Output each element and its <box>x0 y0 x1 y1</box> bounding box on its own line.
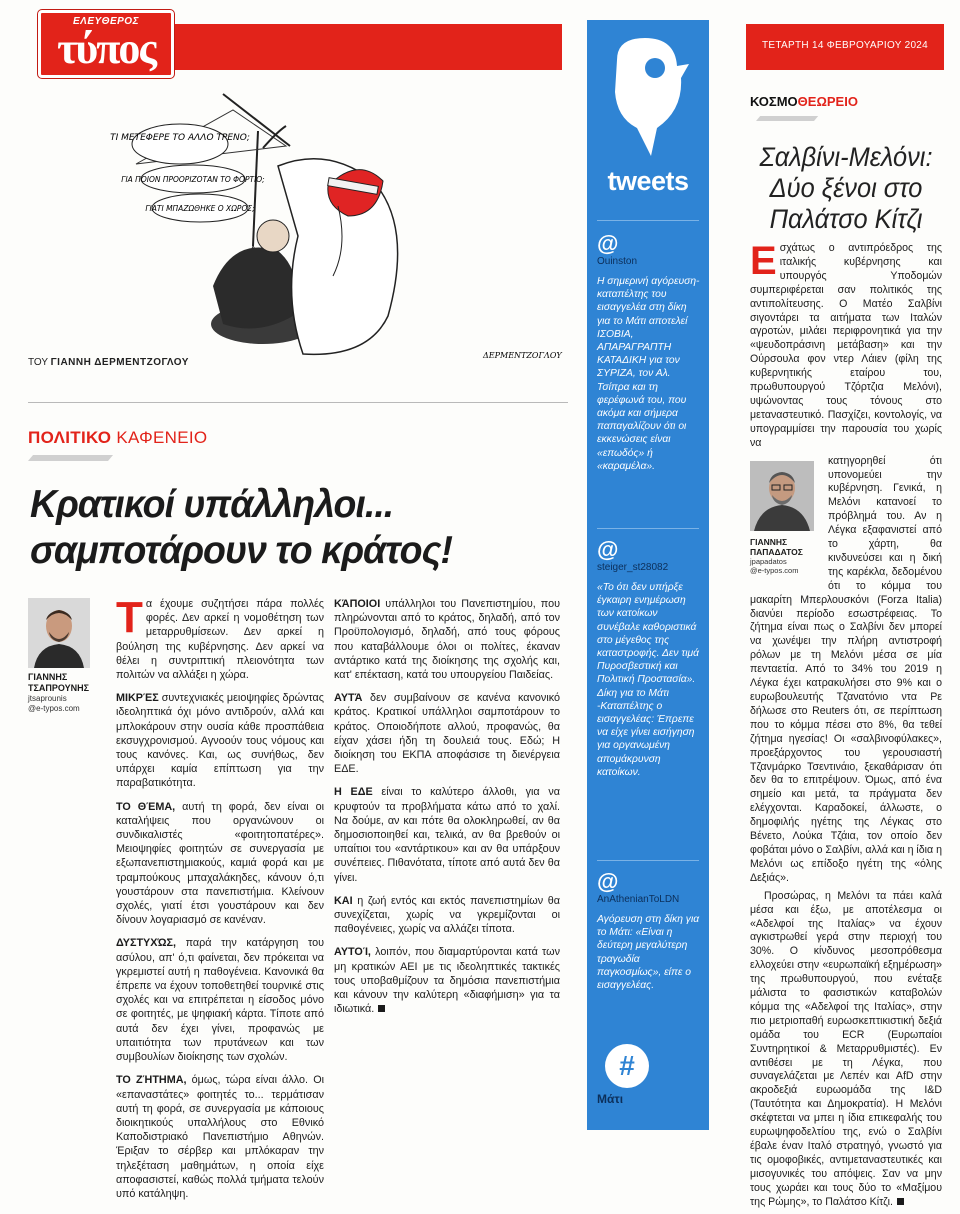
tweet-user: Ouinston <box>597 256 638 267</box>
logo-main: τύπος <box>57 24 155 73</box>
headline-line-1: Κρατικοί υπάλληλοι... <box>30 483 394 526</box>
section-label-part-1: ΚΟΣΜΟ <box>750 94 798 109</box>
section-divider <box>28 402 568 403</box>
article-paragraph: α έχουμε συζητήσει πάρα πολλές φορές. Δεν αρκεί η νομοθέτηση των μεταρρυθμίσεων. Δεν αρκεί η βούληση της κυβέρνησης. Δεν αρκεί να θέλει η συντριπτική πλειονότητα των πολιτών να αλλάξει η χώρα. <box>116 598 324 682</box>
paragraph-lead: ΔΥΣΤΥΧΏΣ, <box>116 937 176 950</box>
article-paragraph: δεν συμβαίνουν σε κανένα κανονικό κράτος. Κρατικοί υπάλληλοι σαμποτάρουν το κράτος. Οποιοδήποτε αλλού, προφανώς, θα είχαν χάσει ήδη τη δουλειά τους. Εδώ; Η διοίκηση του ΕΚΠΑ αποφάσισε τη διενέργεια ΕΔΕ. <box>334 692 560 776</box>
article-paragraph: όμως, τώρα είναι άλλο. Οι «επαναστάτες» φοιτητές το... τερμάτισαν αυτή τη φορά, σε συνεργασία με κάποιους διοικητικούς υπαλλήλους στο Εθνικό Καποδιστριακό Πανεπιστήμιο Αθηνών. Έριξαν το σέρβερ και μπλόκαραν την τηλεξέταση μαθημάτων, η οποία είχε αποφασιστεί, καθώς πολλά τμήματα τελούν υπό κατάληψη. <box>116 1074 324 1200</box>
article-paragraph: παρά την κατάργηση του ασύλου, απ' ό,τι φαίνεται, δεν πρόκειται να γκρεμιστεί αυτή η παθογένεια. Κανονικά θα έπρεπε να έχουν τοποθετηθεί τουρνικέ στις σχολές και να επιτρέπεται η είσοδος μόνο σε φοιτητές, με ψηφιακή κάρτα. Τίποτε από αυτά δεν έχει γίνει, προφανώς με υπαιτιότητα των πρυτάνεων και των συμβουλίων διοίκησης των σχολών. <box>116 937 324 1064</box>
paragraph-lead: ΚΆΠΟΙΟΙ <box>334 598 381 610</box>
article-paragraph: σχάτως ο αντιπρόεδρος της ιταλικής κυβέρνησης και υπουργός Υποδομών συμπεριφέρεται σαν πολιτικός της αντιπολίτευσης. Ο Ματέο Σαλβίνι σιγοντάρει τα αιτήματα των Ιταλών αγροτών, μιλάει περιφρονητικά για την «ψευδοπράσινη μετάβαση» και την Ούρσουλα φον ντερ Λάιεν (φίλη της κυβερνητικής εταίρου του, πρωθυπουργού Τζόρτζια Μελόνι), υψώνοντας τους τόνους στο μεταναστευτικό. Πασχίζει, κοντολογίς, να υπογραμμίσει την παρουσία του χωρίς να <box>750 242 942 449</box>
article-paragraph: υπάλληλοι του Πανεπιστημίου, που πληρώνονται από το κράτος, δηλαδή, από τον Προϋπολογισμό, δηλαδή, από τους φόρους που καταβάλλουμε όλοι οι πολίτες, έκαναν αντάρτικο κατά της διοίκησης της σχολής και, κατ' επέκταση, κατά του υπουργείου Παιδείας. <box>334 598 560 682</box>
paragraph-lead: ΜΙΚΡΈΣ <box>116 692 159 705</box>
article-paragraph: αυτή τη φορά, δεν είναι οι καταλήψεις που οργανώνουν οι συνδικαλιστές «φοιτητοπατέρες». Μειοψηφίες φοιτητών σε συνεργασία με εξωπανεπιστημιακούς, καμιά φορά και με τραμπούκους μπαχαλάκηδες, κάνουν ό,τι γουστάρουν στα πανεπιστήμια. Κλείνουν σχολές, γιατί έτσι γουστάρουν και δεν δίνουν λογαριασμό σε κανέναν. <box>116 800 325 927</box>
article-paragraph: λοιπόν, που διαμαρτύρονται κατά των μη κρατικών ΑΕΙ με τις ιδεοληπτικές τακτικές τους υποβαθμίζουν τα δημόσια πανεπιστήμια και κάνουν την καλύτερη «διαφήμιση» για τα ιδιωτικά. <box>334 946 560 1016</box>
tweet-separator <box>597 528 699 529</box>
political-cartoon <box>28 86 560 368</box>
column-label-strong: ΠΟΛΙΤΙΚΟ <box>28 428 112 447</box>
right-article-body <box>750 239 942 1214</box>
article-column-2 <box>334 597 560 1025</box>
tweet-text: Η σημερινή αγόρευση-καταπέλτης του εισαγγελέα στη δίκη για το Μάτι αποτελεί ΙΣΟΒΙΑ, ΑΠΑΡΑΓΡΑΠΤΗ ΚΑΤΑΔΙΚΗ για τον ΣΥΡΙΖΑ, τον Αλ. Τσίπρα και τη φερέφωνά του, που ακόμα και σήμερα παπαγαλίζουν ότι οι εκκενώσεις είναι «επωδός» ή «καραμέλα». <box>597 276 700 472</box>
author-site: @e-typos.com <box>28 704 80 713</box>
right-author-handle: jpapadatos <box>750 556 787 566</box>
headline-line-2: σαμποτάρουν το κράτος! <box>30 529 453 572</box>
paragraph-lead: ΑΥΤΟΊ, <box>334 946 371 959</box>
tweet-separator <box>597 860 699 861</box>
paragraph-lead: ΤΟ ΘΈΜΑ, <box>116 800 176 813</box>
tweets-strip <box>587 20 709 1130</box>
tweet-text: «Το ότι δεν υπήρξε έγκαιρη ενημέρωση των κατοίκων συνέβαλε καθοριστικά στο μέγεθος της καταστροφής. Δεν τιμά Πυροσβεστική και Πολιτική Προστασία». Δίκη για το Μάτι -Καταπέλτης ο εισαγγελέας: Έπρεπε να είχε γίνει εισήγηση για οργανωμένη απομάκρυνση κατοίκων. <box>597 582 700 778</box>
tweet-user: AnAthenianToLDN <box>597 894 680 905</box>
at-icon: @ <box>597 537 619 562</box>
paragraph-lead: ΤΟ ΖΉΤΗΜΑ, <box>116 1074 187 1087</box>
cartoon-byline <box>28 357 189 368</box>
byline-name: ΓΙΑΝΝΗ ΔΕΡΜΕΝΤΖΟΓΛΟΥ <box>50 357 189 368</box>
at-icon: @ <box>597 231 619 256</box>
right-author-name <box>750 537 822 557</box>
column-label <box>28 428 207 448</box>
author-box <box>28 598 98 714</box>
tweets-title: tweets <box>607 166 689 196</box>
section-label-part-2: ΘΕΩΡΕΙΟ <box>797 94 858 109</box>
tweet-item <box>597 538 701 779</box>
cartoon-bubble-1: ΤΙ ΜΕΤΕΦΕΡΕ ΤΟ ΑΛΛΟ ΤΡΕΝΟ; <box>110 133 250 143</box>
right-author-photo <box>750 461 814 531</box>
cartoon-bubble-3: ΓΙΑΤΙ ΜΠΑΖΩΘΗΚΕ Ο ΧΩΡΟΣ; <box>145 204 255 213</box>
issue-date: ΤΕΤΑΡΤΗ 14 ΦΕΒΡΟΥΑΡΙΟΥ 2024 <box>761 40 929 51</box>
right-author-last-name: ΠΑΠΑΔΑΤΟΣ <box>750 546 803 557</box>
column-label-light: ΚΑΦΕΝΕΙΟ <box>116 428 208 447</box>
author-photo <box>28 598 90 668</box>
author-last-name: ΤΣΑΠΡΟΥΝΗΣ <box>28 683 90 693</box>
tweet-user: steiger_st28082 <box>597 562 669 573</box>
tweet-item <box>597 232 701 473</box>
article-paragraph: Προσώρας, η Μελόνι τα πάει καλά μέσα και έξω, με αποτέλεσμα οι «Αδελφοί της Ιταλίας» να έχουν αγκιστρωθεί γερά στην περιοχή του 30%. Ο κίνδυνος μεσοπρόθεσμα ελλοχεύει στην «ευρωπαϊκή εξημέρωση» της πρωθυπουργού, που ενέταξε μάλιστα το φασιστικών καταβολών κόμμα της «Αδελφοί της Ιταλίας», στην πιο μετριοπαθή ευρωσκεπτικιστική δεξιά ομάδα του ECR (Ευρωπαίοι Συντηρητικοί & Μεταρρυθμιστές). Εν αντιθέσει με τη Λέγκα, που συναγελάζεται με Λεπέν και AfD στην ακροδεξιά ευρωομάδα της I&D (Ταυτότητα και Δημοκρατία). Η Μελόνι σκέφτεται να μπει η ίδια επικεφαλής του ευρωψηφοδελτίου της, ενώ ο Σαλβίνι έβαλε έναν Ιταλό στρατηγό, γνωστό για τις ομοφοβικές, αντιμεταναστευτικές και μισογυνικές του απόψεις. Σαν να μην τους χωράει και τους δύο το «Μαξίμου της Ρώμης», το Παλάτσο Κίτζι. <box>750 889 942 1208</box>
right-author-site: @e-typos.com <box>750 565 799 575</box>
article-paragraph: είναι το καλύτερο άλλοθι, για να κρυφτούν τα προβλήματα κάτω από το χαλί. Να δούμε, αν και πότε θα ολοκληρωθεί, αν θα δημοσιοποιηθεί και, τελικά, αν θα βρεθούν οι υπαίτιοι του «αντάρτικου» και αν θα υπάρξουν συνέπειες. Πιθανότατα, τίποτε από αυτά δεν θα γίνει. <box>334 786 560 884</box>
section-label <box>750 94 858 109</box>
tweet-separator <box>597 220 699 221</box>
paragraph-lead: Η ΕΔΕ <box>334 786 373 799</box>
article-dropcap: Τ <box>116 593 143 642</box>
tweet-text: Αγόρευση στη δίκη για το Μάτι: «Είναι η δεύτερη μεγαλύτερη τραγωδία παγκοσμίως», είπε ο εισαγγελέας. <box>597 914 700 992</box>
paragraph-lead: ΚΑΙ <box>334 894 353 907</box>
right-article-headline: Σαλβίνι-Μελόνι: Δύο ξένοι στο Παλάτσο Κίτζι <box>759 142 933 234</box>
logo-top: ΕΛΕΥΘΕΡΟΣ <box>73 16 139 27</box>
author-handle: jtsaprounis <box>28 694 67 703</box>
tweet-item <box>597 870 701 992</box>
right-author-box <box>750 461 822 589</box>
end-mark <box>897 1198 904 1205</box>
paragraph-lead: ΑΥΤΆ <box>334 692 363 705</box>
hashtag-icon: # <box>605 1044 649 1088</box>
byline-prefix: ΤΟΥ <box>28 357 48 368</box>
article-paragraph: κατηγορηθεί ότι υπονομεύει την κυβέρνηση. Γενικά, η Μελόνι κατανοεί το πρόβλημά του. Αν η Λέγκα εξαφανιστεί από το χάρτη, θα κινδυνεύσει και η δική της καρέκλα, δεδομένου ότι το κόμμα του μακαρίτη Μπερλουσκόνι (Forza Italia) διανύει περίοδο εσωστρέφειας. Το ζήτημα είναι πως ο Σαλβίνι δεν μπορεί να χωνέψει την πλήρη αντιστροφή ρόλων με τη Μελόνι μέσα σε μία πενταετία. Από το 34% του 2019 η Λέγκα έχει κατρακυλήσει στο 9% και ο ευρωβουλευτής Τζανατόνιο ντα Ρε δήλωσε στο Reuters ότι, σε περίπτωση που το κόμμα πέσει στο 8%, θα τεθεί ζήτημα ηγεσίας! Οι «σαλβινοφύλακες», προεξάρχοντος του γερουσιαστή Τζανμάρκο Τσεντινάιο, ξεκαθάρισαν ότι δεν θα το επιτρέψουν. Όμως, από ένα σημείο και μετά, τα πράγματα δεν ελέγχονται. Καραδοκεί, άλλωστε, ο δημοφιλής ηγέτης της Λέγκας στο Βένετο, Λούκα Τζάια, τον οποίο δεν φοβάται μόνο ο Σαλβίνι, αλλά και η ίδια η Μελόνι ως επίδοξο ηγέτη της «όλης Δεξιάς». <box>750 454 942 884</box>
end-mark <box>378 1005 385 1012</box>
label-underline-mark <box>23 455 113 467</box>
article-headline <box>30 482 539 574</box>
article-column-1 <box>116 593 325 1210</box>
article-paragraph: συντεχνιακές μειοψηφίες δρώντας ιδεοληπτικά όχι μόνο αντιδρούν, αλλά και μπλοκάρουν στην ουσία κάθε προσπάθεια εκσυγχρονισμού. Αγνοούν τους νόμους και τους κανόνες. Και, ως συνήθως, δεν υπάρχει καμία επίπτωση για την παραβατικότητα. <box>116 692 324 790</box>
hashtag-label: Μάτι <box>597 1092 624 1106</box>
at-icon: @ <box>597 869 619 894</box>
right-author-first-name: ΓΙΑΝΝΗΣ <box>750 536 788 547</box>
masthead-red-band <box>170 24 562 70</box>
cartoon-bubble-2: ΓΙΑ ΠΟΙΟΝ ΠΡΟΟΡΙΖΟΤΑΝ ΤΟ ΦΟΡΤΙΟ; <box>121 175 265 184</box>
section-underline-mark <box>752 116 818 126</box>
cartoon-signature: ΔΕΡΜΕΝΤΖΟΓΛΟΥ <box>483 351 562 360</box>
newspaper-logo <box>38 10 174 78</box>
author-first-name: ΓΙΑΝΝΗΣ <box>28 672 68 682</box>
author-name <box>28 672 98 694</box>
right-article-dropcap: Ε <box>750 239 777 283</box>
article-paragraph: η ζωή εντός και εκτός πανεπιστημίων θα συνεχίζεται, χωρίς να γκρεμίζονται οι παθογένειες, χωρίς να αλλάζει τίποτα. <box>334 894 560 936</box>
